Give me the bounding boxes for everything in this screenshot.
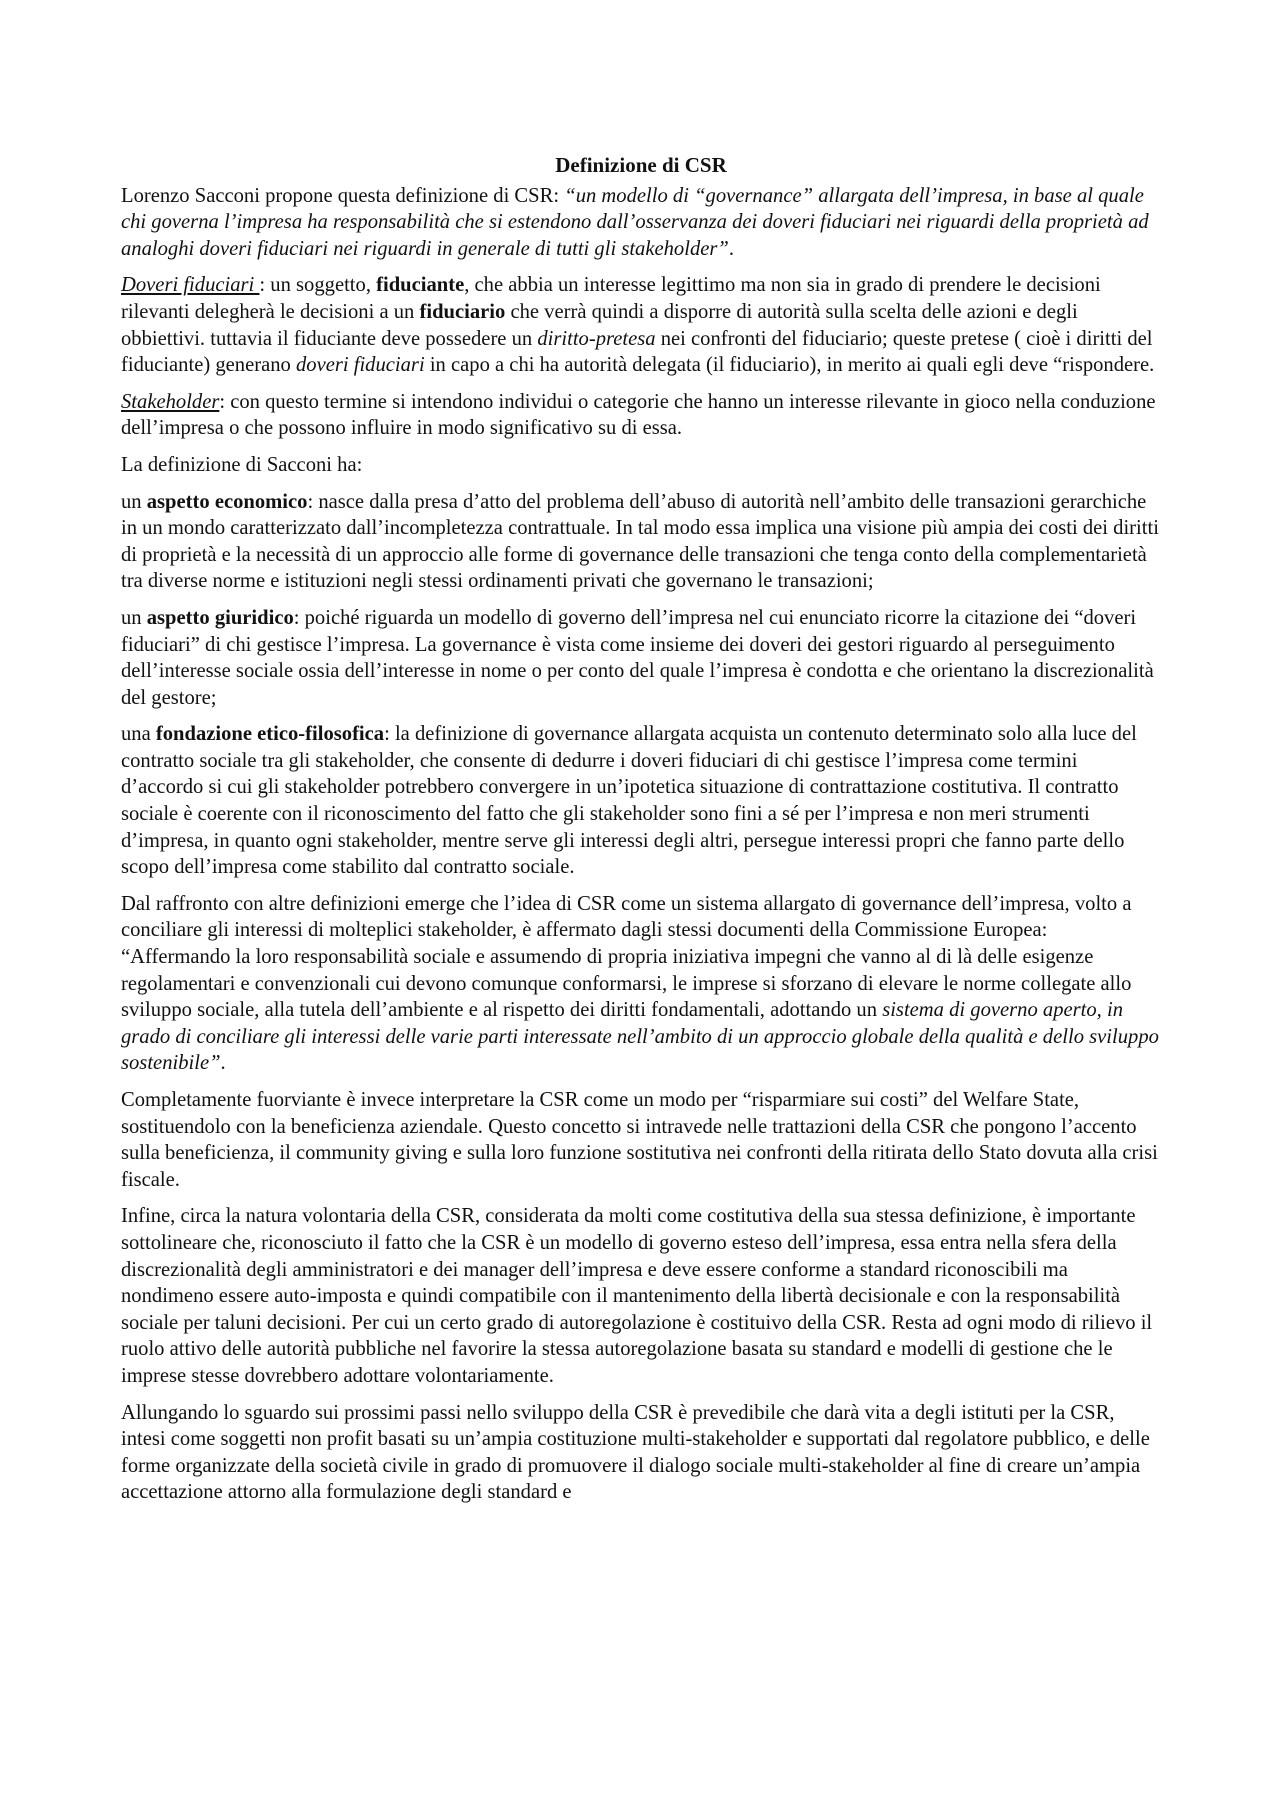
paragraph-stakeholder [121, 389, 1161, 442]
italic-doveri-fiduciari: doveri fiduciari [295, 354, 425, 377]
term-stakeholder: Stakeholder [121, 390, 220, 413]
definition-intro: Lorenzo Sacconi propone questa definizione di CSR: [121, 184, 565, 207]
text-segment: un [121, 490, 147, 513]
text-segment: : la definizione di governance allargata acquista un contenuto determinato solo alla luce del contratto sociale tra gli stakeholder, che consente di dedurre i doveri fiduciari di chi gestisce l’impresa come termini d’accordo si cui gli stakeholder potrebbero convergere in un’ipotetica situazione di contrattazione costitutiva. Il contratto sociale è coerente con il riconoscimento del fatto che gli stakeholder sono fini a sé per l’impresa e non meri strumenti d’impresa, in quanto ogni stakeholder, mentre serve gli interessi degli altri, persegue interessi propri che fanno parte dello scopo dell’impresa come stabilito dal contratto sociale. [121, 723, 1137, 879]
text-segment: , che abbia un interesse legittimo ma non sia in grado di prendere le decisioni rilevanti delegherà le decisioni a un [121, 274, 1101, 323]
document-page [121, 152, 1161, 1516]
italic-sistema-di-governo: sistema di governo aperto, in grado di conciliare gli interessi delle varie parti interessate nell’ambito di un approccio globale della qualità e dello sviluppo sostenibile” [121, 999, 1159, 1075]
text-segment: . [220, 1052, 226, 1075]
paragraph-welfare-state: Completamente fuorviante è invece interpretare la CSR come un modo per “risparmiare sui costi” del Welfare State, sostituendolo con la beneficienza aziendale. Questo concetto si intravede nelle trattazioni della CSR che pongono l’accento sulla beneficienza, il community giving e sulla loro funzione sostitutiva nei confronti della ritirata dello Stato dovuta alla crisi fiscale. [121, 1089, 1158, 1191]
paragraph-natura-volontaria: Infine, circa la natura volontaria della CSR, considerata da molti come costitutiva della sua stessa definizione, è importante sottolineare che, riconosciuto il fatto che la CSR è un modello di governo esteso dell’impresa, essa entra nella sfera della discrezionalità degli amministratori e dei manager dell’impresa e deve essere conforme a standard riconoscibili ma nondimeno essere auto-imposta e quindi compatibile con il mantenimento della libertà decisionale e con la responsabilità sociale per taluni decisioni. Per cui un certo grado di autoregolazione è costituivo della CSR. Resta ad ogni modo di rilievo il ruolo attivo delle autorità pubbliche nel favorire la stessa autoregolazione basata su standard e modelli di gestione che le imprese stesse dovrebbero adottare volontariamente. [121, 1205, 1153, 1387]
document-title: Definizione di CSR [555, 153, 727, 177]
text-segment: in capo a chi ha autorità delegata (il fiduciario), in merito ai quali egli deve “rispondere. [424, 354, 1155, 377]
text-segment: Dal raffronto con altre definizioni emerge che l’idea di CSR come un sistema allargato di governance dell’impresa, volto a conciliare gli interessi di molteplici stakeholder, è affermato dagli stessi documenti della Commissione Europea: “Affermando la loro responsabilità sociale e assumendo di propria iniziativa impegni che vanno al di là delle esigenze regolamentari e convenzionali cui devono comunque conformarsi, le imprese si sforzano di elevare le norme collegate allo sviluppo sociale, alla tutela dell’ambiente e al rispetto dei diritti fondamentali, adottando un [121, 892, 1132, 1022]
text-segment: : nasce dalla presa d’atto del problema dell’abuso di autorità nell’ambito delle transazioni gerarchiche in un mondo caratterizzato dall’incompletezza contrattuale. In tal modo essa implica una visione più ampia dei costi dei diritti di proprietà e la necessità di un approccio alle forme di governance delle transazioni che tenga conto della complementarietà tra diverse norme e istituzioni negli stessi ordinamenti privati che governano le transazioni; [121, 490, 1159, 593]
text-segment: una [121, 723, 156, 746]
bold-aspetto-giuridico: aspetto giuridico [146, 606, 294, 629]
bold-fondazione-etico-filosofica: fondazione etico-filosofica [155, 723, 385, 746]
text-segment: : con questo termine si intendono individui o categorie che hanno un interesse rilevante in gioco nella conduzione dell’impresa o che possono influire in modo significativo su di essa. [121, 390, 1156, 440]
paragraph-sacconi-intro: La definizione di Sacconi ha: [121, 453, 363, 476]
paragraph-doveri-fiduciari [121, 272, 1161, 378]
bold-fiduciante: fiduciante [376, 274, 465, 297]
definition-end: . [728, 237, 735, 260]
definition-quote: “un modello di “governance” allargata dell’impresa, in base al quale chi governa l’impresa ha responsabilità che si estendono dall’osservanza dei doveri fiduciari nei riguardi della proprietà ad analoghi doveri fiduciari nei riguardi in generale di tutti gli stakeholder” [121, 184, 1149, 260]
term-doveri-fiduciari: Doveri fiduciari [121, 274, 260, 297]
paragraph-definition [121, 183, 1161, 263]
text-segment: che verrà quindi a disporre di autorità sulla scelta delle azioni e degli obbiettivi. tuttavia il fiduciante deve possedere un [121, 300, 1078, 350]
paragraph-fondazione-etico-filosofica [121, 721, 1161, 881]
text-segment: un [121, 606, 147, 629]
bold-fiduciario: fiduciario [419, 300, 506, 323]
paragraph-prossimi-passi: Allungando lo sguardo sui prossimi passi nello sviluppo della CSR è prevedibile che darà vita a degli istituti per la CSR, intesi come soggetti non profit basati su un’ampia costituzione multi-stakeholder e supportati dal regolatore pubblico, e delle forme organizzate della società civile in grado di promuovere il dialogo sociale multi-stakeholder al fine di creare un’ampia accettazione attorno alla formulazione degli standard e [121, 1401, 1150, 1504]
text-segment: : un soggetto, [259, 274, 377, 297]
paragraph-aspetto-economico [121, 489, 1161, 595]
paragraph-commissione-europea [121, 891, 1161, 1077]
italic-diritto-pretesa: diritto-pretesa [537, 327, 656, 350]
paragraph-aspetto-giuridico [121, 605, 1161, 711]
text-segment: nei confronti del fiduciario; queste pretese ( cioè i diritti del fiduciante) generano [121, 327, 1153, 377]
bold-aspetto-economico: aspetto economico [146, 490, 308, 513]
text-segment: : poiché riguarda un modello di governo dell’impresa nel cui enunciato ricorre la citazione dei “doveri fiduciari” di chi gestisce l’impresa. La governance è vista come insieme dei doveri dei gestori riguardo al perseguimento dell’interesse sociale ossia dell’interesse in nome o per conto del quale l’impresa è condotta e che orientano la discrezionalità del gestore; [121, 606, 1154, 709]
